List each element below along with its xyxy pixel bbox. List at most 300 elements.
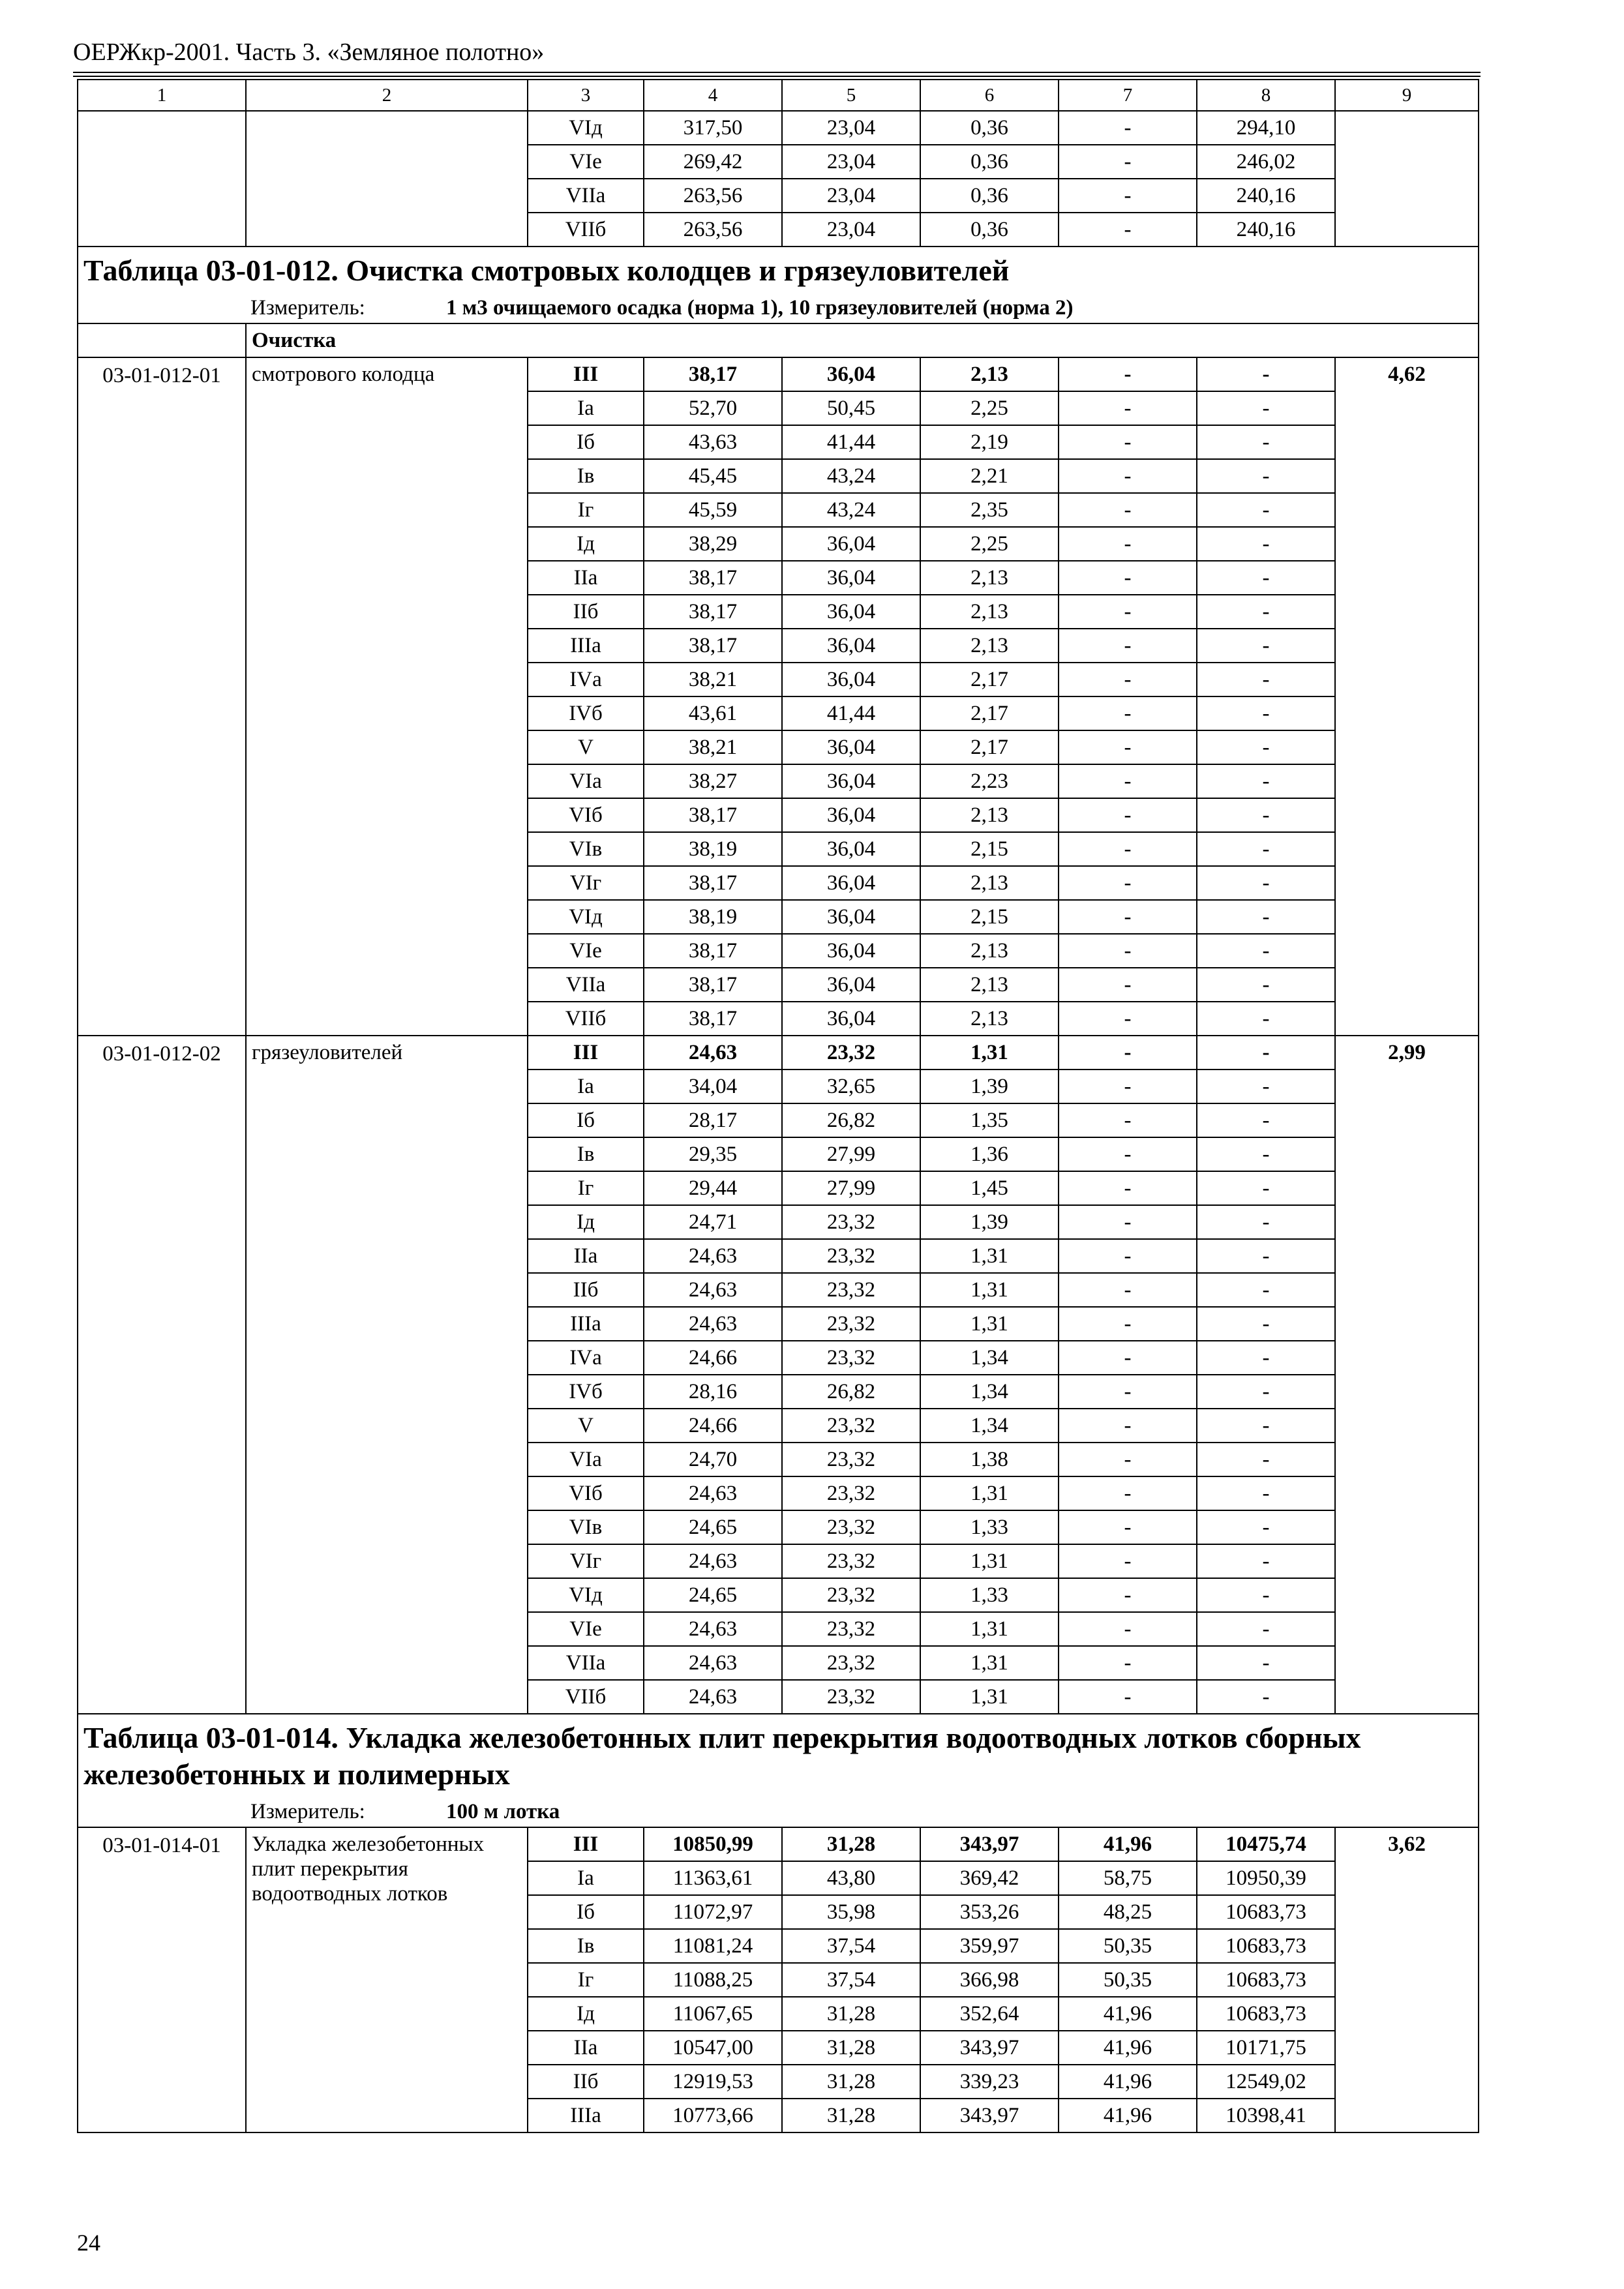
value-cell: 2,25 [920, 391, 1059, 425]
meter-row [78, 293, 1479, 323]
value-cell: - [1059, 764, 1197, 798]
column-number: 1 [78, 80, 246, 111]
value-cell: - [1197, 1171, 1335, 1205]
value-cell: - [1197, 1409, 1335, 1443]
value-cell: - [1197, 1137, 1335, 1171]
value-cell: 38,17 [644, 968, 782, 1002]
value-cell: 294,10 [1197, 111, 1335, 145]
value-cell: 0,36 [920, 145, 1059, 179]
value-cell: 2,17 [920, 696, 1059, 730]
value-cell: - [1059, 1646, 1197, 1680]
zone-cell: VIа [528, 764, 644, 798]
value-cell: 36,04 [782, 663, 920, 696]
value-cell: 2,13 [920, 866, 1059, 900]
value-cell: 24,63 [644, 1273, 782, 1307]
zone-cell: IIб [528, 595, 644, 629]
value-cell: 29,35 [644, 1137, 782, 1171]
zone-cell: IIIа [528, 2099, 644, 2132]
value-cell: 23,32 [782, 1476, 920, 1510]
value-cell: 24,66 [644, 1409, 782, 1443]
total-cell [1335, 111, 1479, 247]
value-cell: 1,31 [920, 1476, 1059, 1510]
value-cell: 1,45 [920, 1171, 1059, 1205]
value-cell: - [1059, 1375, 1197, 1409]
value-cell: 24,63 [644, 1239, 782, 1273]
value-cell: 2,23 [920, 764, 1059, 798]
zone-cell: VIIа [528, 1646, 644, 1680]
value-cell: 23,04 [782, 145, 920, 179]
value-cell: 11081,24 [644, 1929, 782, 1963]
value-cell: 38,27 [644, 764, 782, 798]
zone-cell: IIа [528, 561, 644, 595]
value-cell: 1,33 [920, 1578, 1059, 1612]
value-cell: 41,96 [1059, 2099, 1197, 2132]
column-number: 6 [920, 80, 1059, 111]
zone-cell: VIIб [528, 1002, 644, 1036]
value-cell: 41,44 [782, 425, 920, 459]
estimate-table [77, 79, 1479, 2133]
value-cell: - [1197, 1036, 1335, 1070]
value-cell: 23,32 [782, 1409, 920, 1443]
value-cell: 31,28 [782, 2031, 920, 2065]
value-cell: 23,32 [782, 1307, 920, 1341]
zone-cell: IVб [528, 1375, 644, 1409]
value-cell: 1,31 [920, 1239, 1059, 1273]
value-cell: - [1197, 425, 1335, 459]
table-row [78, 1827, 1479, 1861]
value-cell: 36,04 [782, 934, 920, 968]
value-cell: - [1059, 1341, 1197, 1375]
value-cell: 50,35 [1059, 1929, 1197, 1963]
zone-cell: VIе [528, 145, 644, 179]
zone-cell: VIе [528, 1612, 644, 1646]
value-cell: 24,71 [644, 1205, 782, 1239]
value-cell: 1,34 [920, 1409, 1059, 1443]
value-cell: 26,82 [782, 1375, 920, 1409]
zone-cell: Iг [528, 493, 644, 527]
value-cell: - [1059, 1002, 1197, 1036]
value-cell: 1,38 [920, 1443, 1059, 1476]
value-cell: 2,13 [920, 798, 1059, 832]
value-cell: 24,65 [644, 1510, 782, 1544]
value-cell: - [1197, 629, 1335, 663]
value-cell: 12549,02 [1197, 2065, 1335, 2099]
value-cell: 34,04 [644, 1070, 782, 1103]
value-cell: 37,54 [782, 1929, 920, 1963]
value-cell: 24,63 [644, 1544, 782, 1578]
value-cell: 11088,25 [644, 1963, 782, 1997]
zone-cell: Iб [528, 425, 644, 459]
norm-code: 03-01-012-01 [78, 357, 246, 1036]
value-cell: 359,97 [920, 1929, 1059, 1963]
column-number: 5 [782, 80, 920, 111]
value-cell: - [1197, 1646, 1335, 1680]
value-cell: 10773,66 [644, 2099, 782, 2132]
zone-cell: IVа [528, 1341, 644, 1375]
value-cell: - [1059, 629, 1197, 663]
value-cell: 1,31 [920, 1036, 1059, 1070]
column-number-row [78, 80, 1479, 111]
value-cell: - [1059, 1171, 1197, 1205]
value-cell: - [1059, 730, 1197, 764]
zone-cell: V [528, 730, 644, 764]
value-cell: 31,28 [782, 1997, 920, 2031]
zone-cell: IIб [528, 2065, 644, 2099]
value-cell: 43,61 [644, 696, 782, 730]
value-cell: 263,56 [644, 179, 782, 213]
norm-code: 03-01-014-01 [78, 1827, 246, 2132]
value-cell: 24,65 [644, 1578, 782, 1612]
value-cell: 10398,41 [1197, 2099, 1335, 2132]
zone-cell: IIIа [528, 1307, 644, 1341]
value-cell: 24,66 [644, 1341, 782, 1375]
value-cell: 23,32 [782, 1273, 920, 1307]
value-cell: 2,15 [920, 832, 1059, 866]
value-cell: 1,31 [920, 1612, 1059, 1646]
table-title-row [78, 1714, 1479, 1797]
zone-cell: VIд [528, 1578, 644, 1612]
value-cell: 10475,74 [1197, 1827, 1335, 1861]
column-number: 3 [528, 80, 644, 111]
value-cell: 10683,73 [1197, 1929, 1335, 1963]
value-cell: 38,29 [644, 527, 782, 561]
value-cell: 1,35 [920, 1103, 1059, 1137]
value-cell: 1,31 [920, 1544, 1059, 1578]
zone-cell: Iд [528, 1997, 644, 2031]
value-cell: 24,63 [644, 1476, 782, 1510]
value-cell: 0,36 [920, 179, 1059, 213]
value-cell: - [1059, 111, 1197, 145]
value-cell: 38,17 [644, 595, 782, 629]
value-cell: 23,32 [782, 1443, 920, 1476]
value-cell: - [1059, 663, 1197, 696]
column-number: 9 [1335, 80, 1479, 111]
value-cell: 23,32 [782, 1510, 920, 1544]
zone-cell: IIа [528, 2031, 644, 2065]
value-cell: - [1059, 1510, 1197, 1544]
value-cell: 269,42 [644, 145, 782, 179]
value-cell: - [1197, 1239, 1335, 1273]
value-cell: - [1059, 459, 1197, 493]
value-cell: 36,04 [782, 764, 920, 798]
value-cell: 0,36 [920, 213, 1059, 247]
value-cell: 23,32 [782, 1544, 920, 1578]
value-cell: - [1059, 527, 1197, 561]
value-cell: - [1059, 1273, 1197, 1307]
value-cell: - [1059, 1544, 1197, 1578]
value-cell: 38,19 [644, 832, 782, 866]
value-cell: - [1197, 1103, 1335, 1137]
caption-spacer [78, 323, 246, 357]
zone-cell: VIд [528, 900, 644, 934]
value-cell: 36,04 [782, 527, 920, 561]
value-cell: 23,32 [782, 1612, 920, 1646]
zone-cell: Iв [528, 1929, 644, 1963]
zone-cell: VIб [528, 1476, 644, 1510]
value-cell: 38,17 [644, 866, 782, 900]
value-cell: 48,25 [1059, 1895, 1197, 1929]
value-cell: 23,32 [782, 1239, 920, 1273]
zone-cell: VIб [528, 798, 644, 832]
value-cell: 41,44 [782, 696, 920, 730]
value-cell: 366,98 [920, 1963, 1059, 1997]
value-cell: 1,31 [920, 1273, 1059, 1307]
value-cell: - [1197, 1612, 1335, 1646]
value-cell: - [1059, 1137, 1197, 1171]
zone-cell: VIIа [528, 179, 644, 213]
norm-code [78, 111, 246, 247]
value-cell: 2,17 [920, 663, 1059, 696]
value-cell: 24,63 [644, 1680, 782, 1714]
value-cell: - [1197, 900, 1335, 934]
column-number: 4 [644, 80, 782, 111]
meter-cell [78, 293, 1479, 323]
value-cell: 38,17 [644, 357, 782, 391]
value-cell: 263,56 [644, 213, 782, 247]
value-cell: 352,64 [920, 1997, 1059, 2031]
value-cell: 41,96 [1059, 2065, 1197, 2099]
value-cell: - [1197, 1070, 1335, 1103]
value-cell: 38,17 [644, 798, 782, 832]
value-cell: - [1059, 1036, 1197, 1070]
value-cell: 24,63 [644, 1307, 782, 1341]
group-caption: Очистка [246, 323, 1479, 357]
zone-cell: VIг [528, 1544, 644, 1578]
meter-label: Измеритель: [250, 296, 365, 320]
value-cell: 36,04 [782, 561, 920, 595]
value-cell: 343,97 [920, 2099, 1059, 2132]
value-cell: - [1059, 1680, 1197, 1714]
value-cell: 38,21 [644, 730, 782, 764]
value-cell: - [1197, 832, 1335, 866]
table-row [78, 111, 1479, 145]
zone-cell: IVб [528, 696, 644, 730]
table-title: Таблица 03-01-012. Очистка смотровых колодцев и грязеуловителей [78, 247, 1479, 293]
value-cell: 38,17 [644, 1002, 782, 1036]
value-cell: 10683,73 [1197, 1997, 1335, 2031]
value-cell: - [1059, 145, 1197, 179]
value-cell: 11072,97 [644, 1895, 782, 1929]
value-cell: - [1197, 391, 1335, 425]
value-cell: 36,04 [782, 866, 920, 900]
value-cell: - [1059, 1443, 1197, 1476]
total-cell: 3,62 [1335, 1827, 1479, 2132]
value-cell: 1,34 [920, 1341, 1059, 1375]
value-cell: 38,17 [644, 934, 782, 968]
value-cell: 2,13 [920, 629, 1059, 663]
value-cell: 1,36 [920, 1137, 1059, 1171]
value-cell: 27,99 [782, 1171, 920, 1205]
work-name: смотрового колодца [246, 357, 528, 1036]
value-cell: 2,17 [920, 730, 1059, 764]
value-cell: 1,39 [920, 1070, 1059, 1103]
zone-cell: IIб [528, 1273, 644, 1307]
value-cell: 1,31 [920, 1680, 1059, 1714]
value-cell: 38,19 [644, 900, 782, 934]
value-cell: 246,02 [1197, 145, 1335, 179]
value-cell: - [1059, 1409, 1197, 1443]
value-cell: 28,17 [644, 1103, 782, 1137]
value-cell: 43,24 [782, 459, 920, 493]
value-cell: 58,75 [1059, 1861, 1197, 1895]
zone-cell: IIIа [528, 629, 644, 663]
value-cell: 2,25 [920, 527, 1059, 561]
value-cell: 43,24 [782, 493, 920, 527]
zone-cell: VIIб [528, 213, 644, 247]
value-cell: - [1197, 1510, 1335, 1544]
value-cell: 31,28 [782, 1827, 920, 1861]
value-cell: 43,63 [644, 425, 782, 459]
value-cell: 41,96 [1059, 1997, 1197, 2031]
value-cell: - [1197, 663, 1335, 696]
zone-cell: Iв [528, 459, 644, 493]
value-cell: 36,04 [782, 832, 920, 866]
zone-cell: Iг [528, 1171, 644, 1205]
zone-cell: VIг [528, 866, 644, 900]
value-cell: - [1059, 866, 1197, 900]
value-cell: 11067,65 [644, 1997, 782, 2031]
value-cell: 27,99 [782, 1137, 920, 1171]
total-cell: 2,99 [1335, 1036, 1479, 1714]
running-header: ОЕРЖкр-2001. Часть 3. «Земляное полотно» [73, 38, 545, 66]
work-name [246, 111, 528, 247]
value-cell: - [1059, 1070, 1197, 1103]
value-cell: - [1197, 1002, 1335, 1036]
value-cell: 343,97 [920, 1827, 1059, 1861]
value-cell: 317,50 [644, 111, 782, 145]
zone-cell: VIIа [528, 968, 644, 1002]
zone-cell: III [528, 1036, 644, 1070]
value-cell: 369,42 [920, 1861, 1059, 1895]
column-number: 2 [246, 80, 528, 111]
value-cell: - [1197, 1578, 1335, 1612]
value-cell: 37,54 [782, 1963, 920, 1997]
value-cell: - [1059, 968, 1197, 1002]
value-cell: 36,04 [782, 798, 920, 832]
value-cell: 2,13 [920, 561, 1059, 595]
value-cell: 2,13 [920, 968, 1059, 1002]
value-cell: 23,32 [782, 1646, 920, 1680]
value-cell: - [1059, 357, 1197, 391]
value-cell: 41,96 [1059, 1827, 1197, 1861]
value-cell: 36,04 [782, 730, 920, 764]
value-cell: - [1197, 934, 1335, 968]
zone-cell: VIв [528, 1510, 644, 1544]
value-cell: 10683,73 [1197, 1895, 1335, 1929]
value-cell: 41,96 [1059, 2031, 1197, 2065]
value-cell: 339,23 [920, 2065, 1059, 2099]
value-cell: - [1059, 934, 1197, 968]
value-cell: - [1197, 1443, 1335, 1476]
value-cell: - [1197, 764, 1335, 798]
page-number: 24 [77, 2230, 100, 2256]
value-cell: 0,36 [920, 111, 1059, 145]
value-cell: - [1059, 1578, 1197, 1612]
table-title-row [78, 247, 1479, 293]
value-cell: 1,34 [920, 1375, 1059, 1409]
value-cell: - [1197, 595, 1335, 629]
value-cell: - [1059, 1612, 1197, 1646]
value-cell: 45,45 [644, 459, 782, 493]
value-cell: 38,17 [644, 561, 782, 595]
meter-value: 100 м лотка [446, 1800, 560, 1823]
value-cell: - [1197, 730, 1335, 764]
value-cell: - [1197, 493, 1335, 527]
value-cell: 10171,75 [1197, 2031, 1335, 2065]
value-cell: 2,15 [920, 900, 1059, 934]
value-cell: 2,13 [920, 934, 1059, 968]
table-row [78, 357, 1479, 391]
zone-cell: Iб [528, 1103, 644, 1137]
value-cell: 2,35 [920, 493, 1059, 527]
value-cell: - [1059, 832, 1197, 866]
value-cell: - [1059, 213, 1197, 247]
value-cell: 23,32 [782, 1578, 920, 1612]
value-cell: - [1197, 968, 1335, 1002]
zone-cell: III [528, 357, 644, 391]
value-cell: - [1197, 1375, 1335, 1409]
work-name: Укладка железобетонных плит перекрытия водоотводных лотков [246, 1827, 528, 2132]
value-cell: 38,21 [644, 663, 782, 696]
value-cell: 23,32 [782, 1680, 920, 1714]
zone-cell: VIIб [528, 1680, 644, 1714]
value-cell: 1,31 [920, 1646, 1059, 1680]
value-cell: - [1059, 1103, 1197, 1137]
zone-cell: Iд [528, 527, 644, 561]
value-cell: 28,16 [644, 1375, 782, 1409]
table-title: Таблица 03-01-014. Укладка железобетонных плит перекрытия водоотводных лотков сборных железобетонных и полимерных [78, 1714, 1479, 1797]
value-cell: 36,04 [782, 900, 920, 934]
value-cell: 1,39 [920, 1205, 1059, 1239]
value-cell: 23,04 [782, 213, 920, 247]
value-cell: - [1059, 179, 1197, 213]
value-cell: 10683,73 [1197, 1963, 1335, 1997]
value-cell: 24,70 [644, 1443, 782, 1476]
value-cell: 10950,39 [1197, 1861, 1335, 1895]
value-cell: 36,04 [782, 595, 920, 629]
value-cell: 2,13 [920, 1002, 1059, 1036]
value-cell: - [1197, 527, 1335, 561]
value-cell: 2,19 [920, 425, 1059, 459]
value-cell: - [1197, 798, 1335, 832]
value-cell: - [1197, 696, 1335, 730]
zone-cell: VIа [528, 1443, 644, 1476]
value-cell: 24,63 [644, 1646, 782, 1680]
value-cell: - [1197, 1205, 1335, 1239]
zone-cell: IVа [528, 663, 644, 696]
value-cell: - [1059, 1476, 1197, 1510]
value-cell: 23,32 [782, 1205, 920, 1239]
value-cell: 43,80 [782, 1861, 920, 1895]
value-cell: - [1197, 1544, 1335, 1578]
value-cell: - [1059, 391, 1197, 425]
header-rule [73, 72, 1481, 73]
meter-row [78, 1797, 1479, 1827]
table-row [78, 1036, 1479, 1070]
value-cell: 26,82 [782, 1103, 920, 1137]
value-cell: - [1059, 1205, 1197, 1239]
value-cell: - [1059, 493, 1197, 527]
value-cell: 24,63 [644, 1036, 782, 1070]
zone-cell: VIв [528, 832, 644, 866]
zone-cell: Iд [528, 1205, 644, 1239]
zone-cell: Iа [528, 391, 644, 425]
zone-cell: IIа [528, 1239, 644, 1273]
value-cell: - [1197, 1341, 1335, 1375]
value-cell: 12919,53 [644, 2065, 782, 2099]
zone-cell: Iг [528, 1963, 644, 1997]
value-cell: 38,17 [644, 629, 782, 663]
